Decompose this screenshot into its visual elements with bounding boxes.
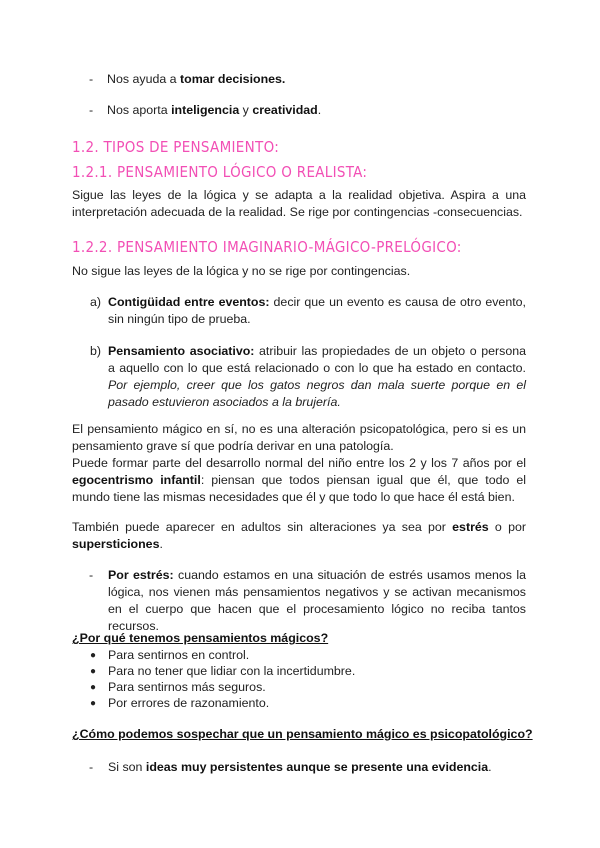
- item-bold: Pensamiento asociativo:: [108, 344, 255, 358]
- item-text: .: [488, 760, 492, 774]
- dash-marker: -: [89, 760, 94, 774]
- reason-item: Para sentirnos en control.: [108, 648, 250, 662]
- heading-logico: 1.2.1. PENSAMIENTO LÓGICO O REALISTA:: [72, 163, 368, 181]
- item-text: Nos aporta: [107, 103, 172, 117]
- item-text: .: [317, 103, 322, 117]
- dash-marker: -: [89, 72, 94, 86]
- item-text: atribuir las propiedades de un objeto o persona a aquello con lo que está relacionado o con lo que ha estado en contacto.: [108, 344, 526, 375]
- bullet-icon: ●: [90, 666, 97, 677]
- heading-magico: 1.2.2. PENSAMIENTO IMAGINARIO-MÁGICO-PRELÓGICO:: [72, 238, 462, 256]
- paragraph-magico: No sigue las leyes de la lógica y no se rige por contingencias.: [72, 264, 411, 278]
- question-porque: ¿Por qué tenemos pensamientos mágicos?: [72, 631, 329, 645]
- reason-item: Para sentirnos más seguros.: [108, 680, 266, 694]
- item-text: .: [159, 537, 163, 551]
- list-marker-a: a): [90, 295, 102, 309]
- paragraph-adultos: [72, 519, 526, 553]
- paragraph-logico: Sigue las leyes de la lógica y se adapta a la realidad objetiva. Aspira a una interpretación adecuada de la realidad. Se rige por contingencias -consecuencias.: [72, 188, 526, 219]
- item-bold: tomar decisiones.: [180, 72, 286, 86]
- item-text: decir que un evento es causa de otro evento, sin ningún tipo de prueba.: [108, 295, 526, 326]
- list-item-creativity: [107, 102, 321, 119]
- item-bold: creatividad: [252, 103, 318, 117]
- item-text: También puede aparecer en adultos sin alteraciones ya sea por: [72, 520, 453, 534]
- item-text: Si son: [108, 760, 146, 774]
- paragraph-desarrollo-normal: [72, 455, 526, 506]
- item-text: Nos ayuda a: [107, 72, 181, 86]
- item-bold: egocentrismo infantil: [72, 473, 201, 487]
- item-text: cuando estamos en una situación de estrés usamos menos la lógica, nos vienen más pensamientos negativos y se activan mecanismos en el cuerpo que hacen que el procesamiento lógico no reciba tantos recursos.: [108, 568, 526, 633]
- list-item-contiguidad: [108, 294, 526, 328]
- list-item-por-estres: [108, 567, 526, 635]
- item-bold: ideas muy persistentes aunque se presente una evidencia: [145, 760, 489, 774]
- item-text: : piensan que todos piensan igual que él, que todo el mundo tiene las mismas necesidades que él y que todo lo que hace él está bien.: [72, 473, 526, 504]
- item-bold: supersticiones: [72, 537, 160, 551]
- dash-marker: -: [89, 103, 94, 117]
- item-text: o por: [488, 520, 526, 534]
- dash-marker: -: [89, 568, 94, 582]
- item-bold: inteligencia: [171, 103, 240, 117]
- list-item-asociativo: [108, 343, 526, 411]
- bullet-icon: ●: [90, 650, 97, 661]
- heading-tipos: 1.2. TIPOS DE PENSAMIENTO:: [72, 138, 280, 156]
- bullet-icon: ●: [90, 682, 97, 693]
- item-bold: Contigüidad entre eventos:: [108, 295, 270, 309]
- item-text: Puede formar parte del desarrollo normal del niño entre los 2 y los 7 años por el: [72, 456, 526, 470]
- item-italic-example: Por ejemplo, creer que los gatos negros dan mala suerte porque en el pasado estuvieron asociados a la brujería.: [108, 378, 526, 409]
- item-text: y: [239, 103, 253, 117]
- reason-item: Por errores de razonamiento.: [108, 696, 270, 710]
- paragraph-psicopatologica: El pensamiento mágico en sí, no es una alteración psicopatológica, pero si es un pensamiento grave sí que podría derivar en una patología.: [72, 422, 526, 453]
- reason-item: Para no tener que lidiar con la incertidumbre.: [108, 664, 356, 678]
- list-marker-b: b): [90, 344, 102, 358]
- item-bold: Por estrés:: [108, 568, 174, 582]
- list-item-decisions: [107, 71, 285, 88]
- item-bold: estrés: [452, 520, 489, 534]
- question-sospechar: ¿Cómo podemos sospechar que un pensamiento mágico es psicopatológico?: [72, 727, 533, 741]
- list-item-persistentes: [108, 759, 492, 776]
- bullet-icon: ●: [90, 698, 97, 709]
